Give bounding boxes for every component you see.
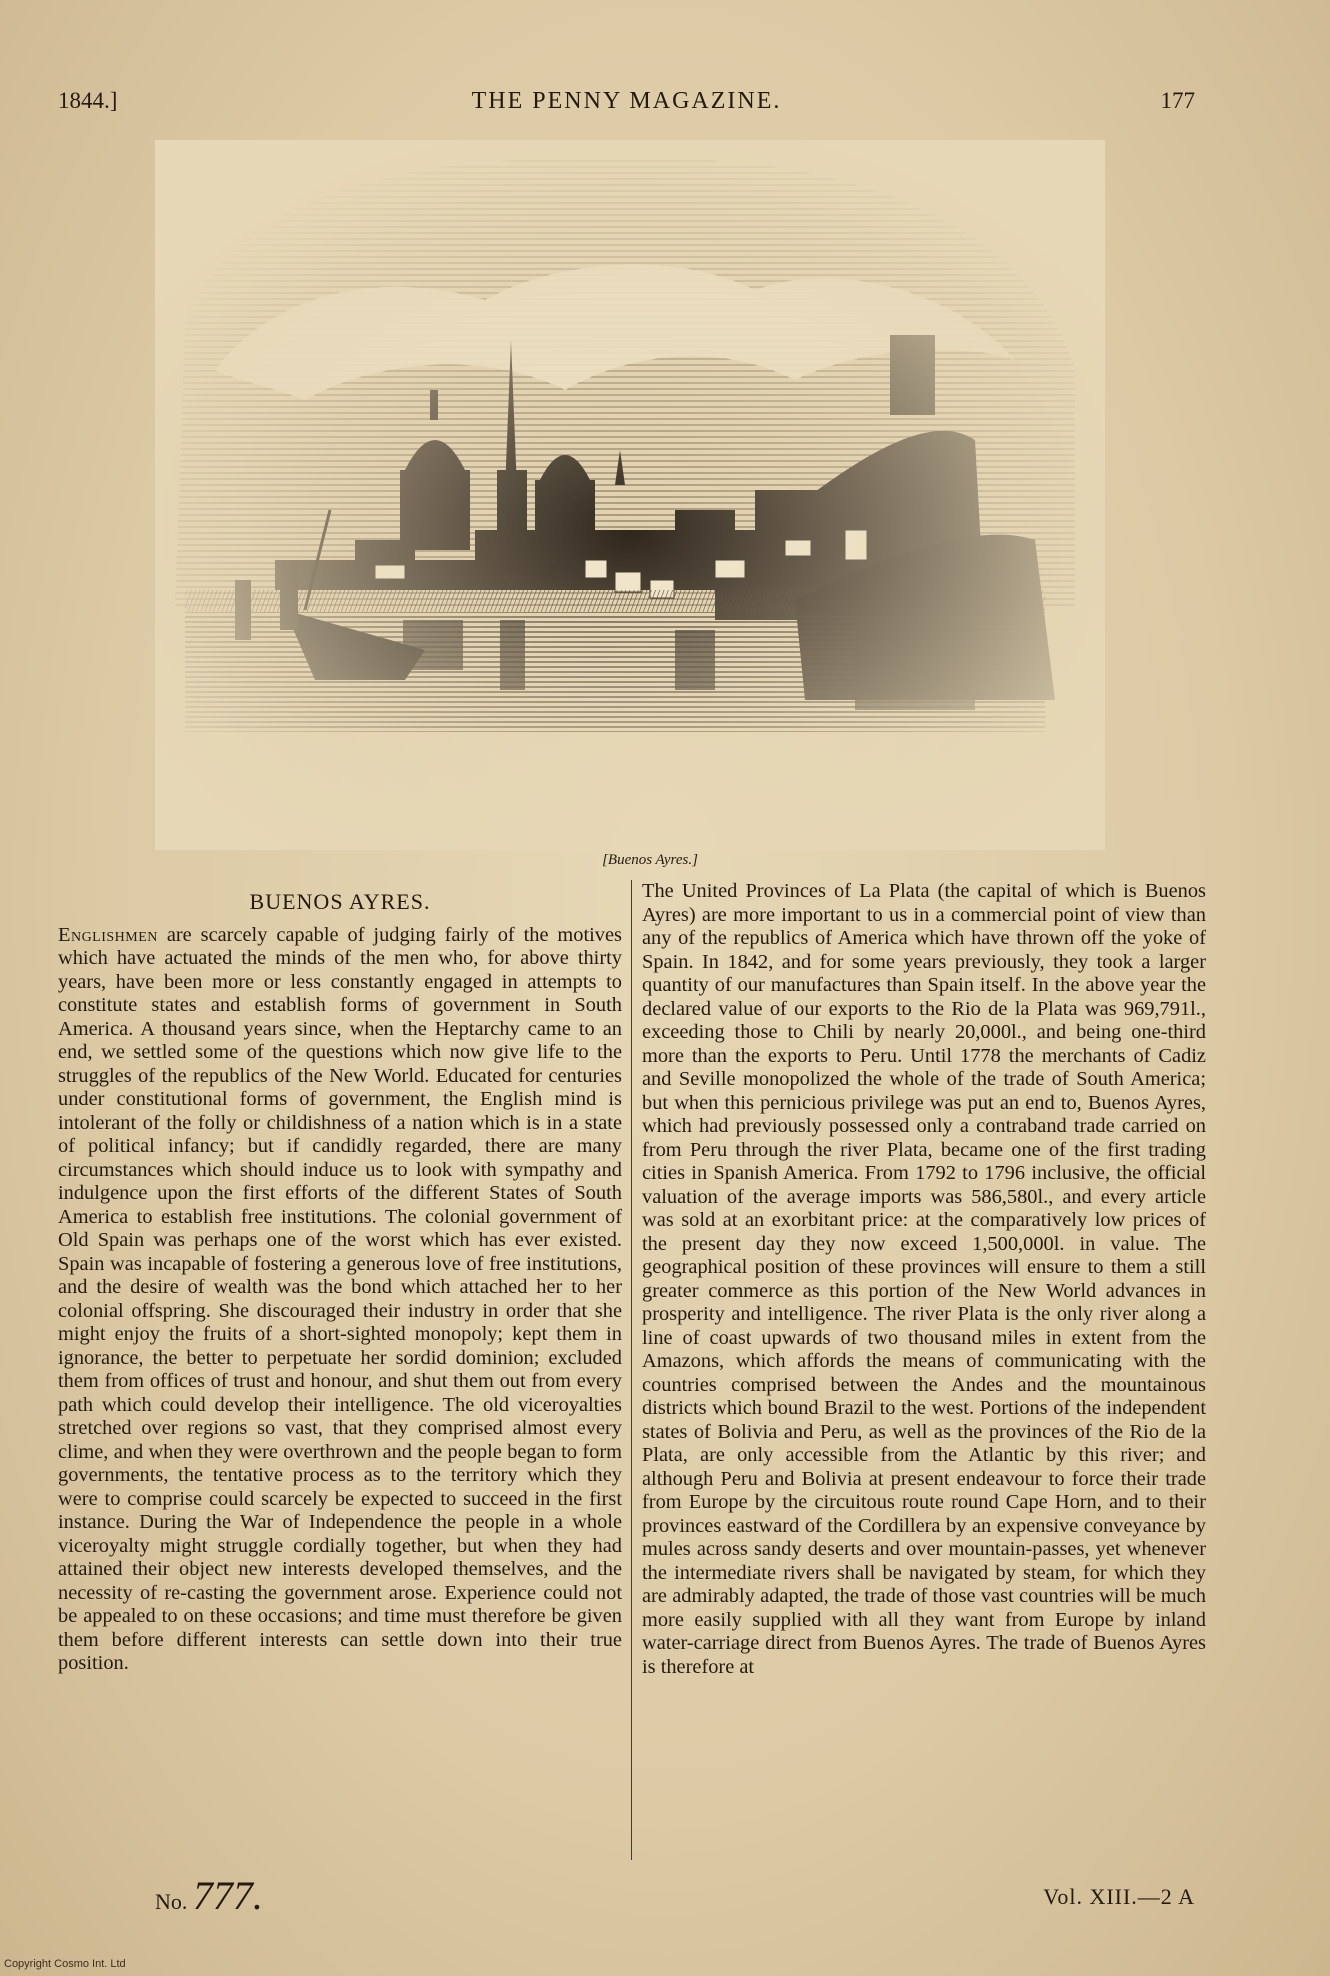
page-header (58, 88, 1195, 128)
column-rule (631, 880, 632, 1860)
publication-title: THE PENNY MAGAZINE. (471, 88, 782, 114)
figure-caption: [Buenos Ayres.] (602, 852, 698, 868)
article-paragraph-left (58, 924, 622, 1676)
article-first-word: Englishmen (58, 923, 158, 946)
article-title: BUENOS AYRES. (249, 889, 431, 914)
page-footer (155, 1872, 1195, 1922)
issue-number (155, 1872, 263, 1919)
right-column (642, 880, 1206, 1679)
right-column-text: The United Provinces of La Plata (the capital of which is Buenos Ayres) are more important to us in a commercial point of view than any of the republics of America which have thrown off the yoke of Spain. In 1842, and for some years previously, they took a larger quantity of our manufactures than Spain itself. In the above year the declared value of our exports to the Rio de la Plata was 969,791l., exceeding those to Chili by nearly 20,000l., and being one-third more than the exports to Peru. Until 1778 the merchants of Cadiz and Seville monopolized the whole of the trade of South America; but when this pernicious privilege was put an end to, Buenos Ayres, which had previously possessed only a contraband trade carried on from Peru through the river Plata, became one of the first trading cities in Spanish America. From 1792 to 1796 inclusive, the official valuation of the average imports was 586,580l., and every article was sold at an exorbitant price: at the comparatively low prices of the present day they now exceed 1,500,000l. in value. The geographical position of these provinces will ensure to them a still greater commerce as this portion of the New World advances in prosperity and intelligence. The river Plata is the only river along a line of coast upwards of two thousand miles in extent from the Amazons, which affords the means of communicating with the countries comprised between the Andes and the mountainous districts which bound Brazil to the west. Portions of the independent states of Bolivia and Peru, as well as the provinces of the Rio de la Plata, are only accessible from the Atlantic by this river; and although Peru and Bolivia at present endeavour to force their trade from Europe by the circuitous route round Cape Horn, and to their provinces eastward of the Cordillera by an expensive conveyance by mules across sandy deserts and over mountain-passes, yet whenever the intermediate rivers shall be navigated by steam, for which they are admirably adapted, the trade of those vast countries will be much more easily supplied with all they want from Europe by inland water-carriage direct from Buenos Ayres. The trade of Buenos Ayres is therefore at (642, 880, 1206, 1678)
header-year: 1844.] (58, 88, 118, 113)
issue-number-value: 777. (192, 1873, 263, 1918)
left-column-text: are scarcely capable of judging fairly of the motives which have actuated the minds of the men who, for above thirty years, have been more or less constantly engaged in attempts to constitute states and establish forms of government in South America. A thousand years since, when the Heptarchy came to an end, we settled some of the questions which now give life to the struggles of the republics of the New World. Educated for centuries under constitutional forms of government, the English mind is intolerant of the folly or childishness of a nation which is in a state of political infancy; but if candidly regarded, there are many circumstances which should induce us to look with sympathy and indulgence upon the first efforts of the different States of South America to establish free institutions. The colonial government of Old Spain was perhaps one of the worst which has ever existed. Spain was incapable of fostering a generous love of free institutions, and the desire of wealth was the bond which attached her to her colonial offspring. She discouraged their industry in order that she might enjoy the fruits of a short-sighted monopoly; kept them in ignorance, the better to perpetuate her sordid dominion; excluded them from offices of trust and honour, and shut them out from every path which could develop their intelligence. The old viceroyalties stretched over regions so vast, that they comprised almost every clime, and when they were overthrown and the people began to form governments, the tentative process as to the territory which they were to comprise could scarcely be expected to succeed in the first instance. During the War of Independence the people in a whole viceroyalty might struggle cordially together, but when they had attained their object new interests developed themselves, and the necessity of re-casting the government arose. Experience could not be appealed to on these occasions; and time must therefore be given them before different interests can settle down into their true position. (58, 923, 622, 1674)
left-column (58, 890, 622, 1676)
copyright-notice: Copyright Cosmo Int. Ltd (4, 1958, 126, 1970)
page-number: 177 (1160, 88, 1195, 113)
issue-number-prefix: No. (155, 1889, 188, 1914)
volume-signature: Vol. XIII.—2 A (1043, 1884, 1195, 1909)
buenos-ayres-engraving (155, 140, 1105, 850)
